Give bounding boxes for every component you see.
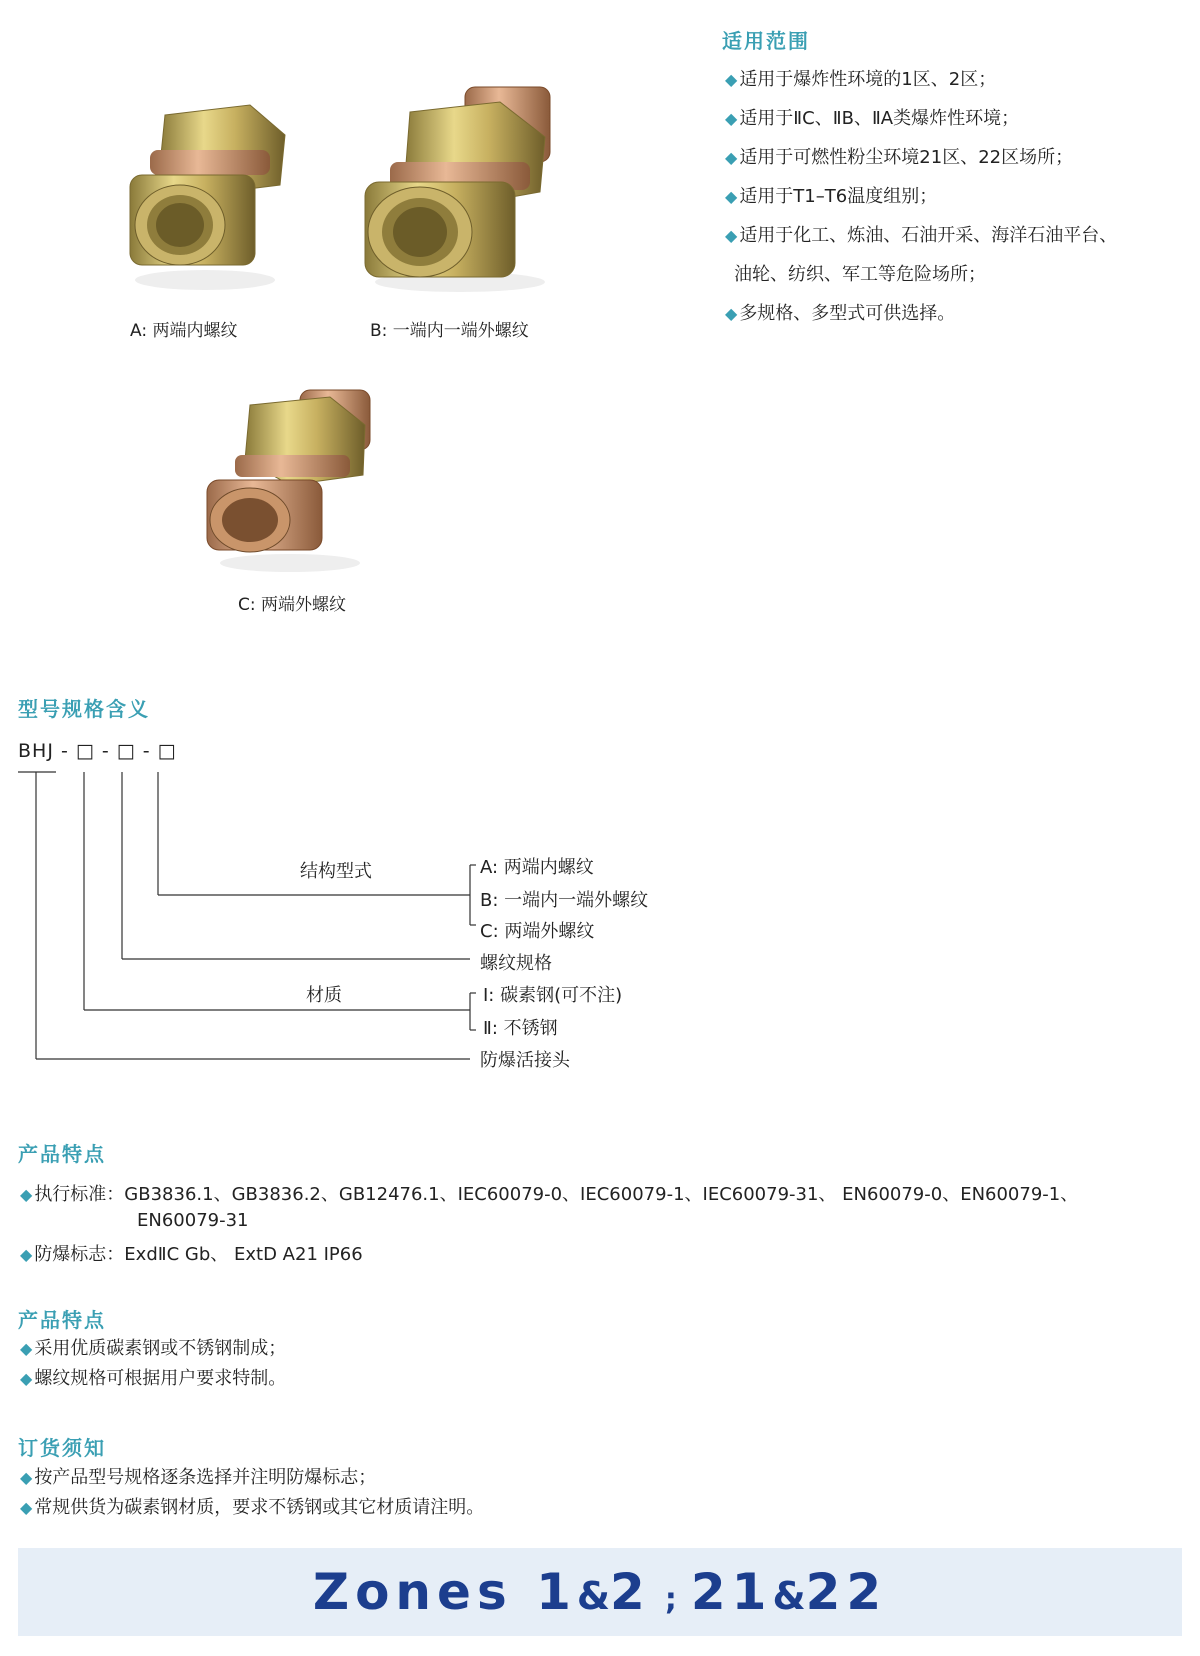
scope-item: ◆ 适用于爆炸性环境的1区、2区； <box>725 69 997 90</box>
diamond-bullet-icon: ◆ <box>725 70 738 89</box>
diamond-bullet-icon: ◆ <box>725 109 738 128</box>
material-option: Ⅱ: 不锈钢 <box>483 1018 558 1039</box>
features-heading: 产品特点 <box>18 1142 106 1166</box>
ordering-heading: 订货须知 <box>18 1436 106 1460</box>
thread-label: 螺纹规格 <box>480 953 552 974</box>
fitting-c-image <box>195 385 380 575</box>
product-c-caption: C: 两端外螺纹 <box>238 595 347 615</box>
standard-line: ◆ 执行标准：GB3836.1、GB3836.2、GB12476.1、IEC60079-0、IEC60079-1、IEC60079-31、 EN60079-0、EN60079-1、 <box>20 1184 1079 1205</box>
material-option: Ⅰ: 碳素钢(可不注) <box>483 985 623 1006</box>
material-label: 材质 <box>306 985 342 1006</box>
diamond-bullet-icon: ◆ <box>725 226 738 245</box>
zones-banner-text: Zones 1&2 ; 21&22 <box>312 1563 888 1621</box>
scope-item: ◆ 适用于ⅡC、ⅡB、ⅡA类爆炸性环境； <box>725 108 1020 129</box>
scope-item: ◆ 适用于化工、炼油、石油开采、海洋石油平台、 <box>725 225 1118 246</box>
structure-option: A: 两端内螺纹 <box>480 857 594 878</box>
diamond-bullet-icon: ◆ <box>20 1185 33 1204</box>
feature-item: ◆ 采用优质碳素钢或不锈钢制成； <box>20 1338 287 1359</box>
product-b-caption: B: 一端内一端外螺纹 <box>370 321 529 341</box>
diamond-bullet-icon: ◆ <box>20 1468 33 1487</box>
scope-heading: 适用范围 <box>722 29 810 53</box>
model-tree-lines <box>0 760 700 1080</box>
structure-option: B: 一端内一端外螺纹 <box>480 890 649 911</box>
fitting-a-image <box>110 95 290 295</box>
explosion-mark-line: ◆ 防爆标志：ExdⅡC Gb、 ExtD A21 IP66 <box>20 1244 363 1265</box>
scope-item: ◆ 多规格、多型式可供选择。 <box>725 303 956 324</box>
model-heading: 型号规格含义 <box>18 697 150 721</box>
ordering-item: ◆ 常规供货为碳素钢材质，要求不锈钢或其它材质请注明。 <box>20 1497 485 1518</box>
diamond-bullet-icon: ◆ <box>20 1339 33 1358</box>
diamond-bullet-icon: ◆ <box>20 1245 33 1264</box>
scope-item: ◆ 适用于可燃性粉尘环境21区、22区场所； <box>725 147 1074 168</box>
zones-banner <box>18 1548 1182 1636</box>
scope-item-continued: 油轮、纺织、军工等危险场所； <box>734 264 986 285</box>
diamond-bullet-icon: ◆ <box>725 304 738 323</box>
feature-item: ◆ 螺纹规格可根据用户要求特制。 <box>20 1368 287 1389</box>
structure-label: 结构型式 <box>300 861 372 882</box>
scope-item: ◆ 适用于T1–T6温度组别； <box>725 186 938 207</box>
fitting-b-image <box>350 82 560 297</box>
ordering-item: ◆ 按产品型号规格逐条选择并注明防爆标志； <box>20 1467 377 1488</box>
model-code: BHJ - □ - □ - □ <box>18 740 177 762</box>
product-type-label: 防爆活接头 <box>480 1050 570 1071</box>
diamond-bullet-icon: ◆ <box>725 187 738 206</box>
product-a-caption: A: 两端内螺纹 <box>130 321 238 341</box>
structure-option: C: 两端外螺纹 <box>480 921 595 942</box>
features-heading-2: 产品特点 <box>18 1308 106 1332</box>
diamond-bullet-icon: ◆ <box>725 148 738 167</box>
diamond-bullet-icon: ◆ <box>20 1498 33 1517</box>
standard-line-continued: EN60079-31 <box>137 1210 249 1231</box>
diamond-bullet-icon: ◆ <box>20 1369 33 1388</box>
